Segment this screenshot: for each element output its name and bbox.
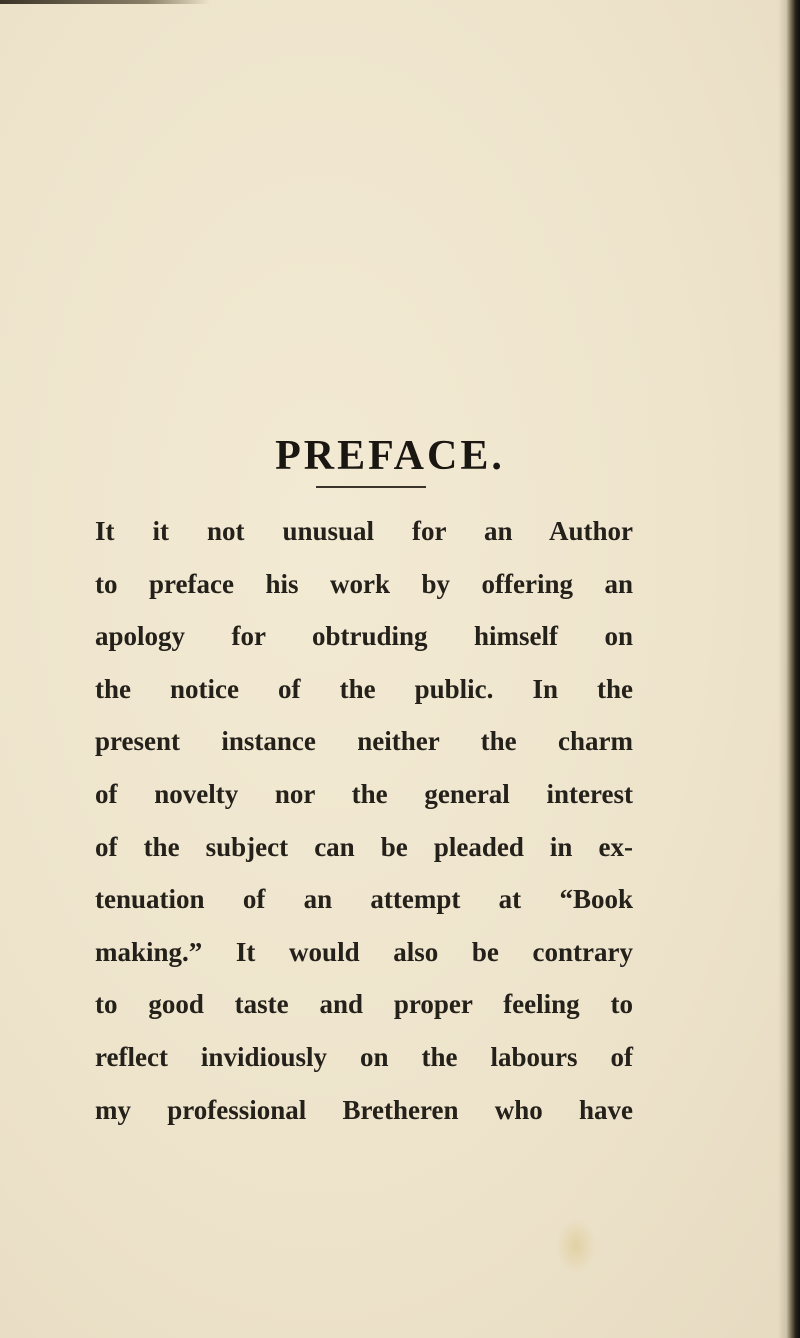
paper-stain — [556, 1218, 596, 1274]
text-line: to good taste and proper feeling to — [95, 989, 633, 1020]
text-line: reflect invidiously on the labours of — [95, 1041, 633, 1072]
page-top-edge-shadow — [0, 0, 210, 4]
text-line: of the subject can be pleaded in ex- — [95, 831, 633, 862]
text-line: apology for obtruding himself on — [95, 621, 633, 652]
text-line: making.” It would also be contrary — [95, 936, 633, 967]
text-line: to preface his work by offering an — [95, 568, 633, 599]
text-line: the notice of the public. In the — [95, 673, 633, 704]
preface-body — [95, 505, 633, 1136]
page-gutter-shade — [778, 0, 786, 1338]
heading-rule — [316, 486, 426, 488]
text-line: my professional Bretheren who have — [95, 1094, 633, 1125]
text-line: tenuation of an attempt at “Book — [95, 884, 633, 915]
page-right-edge-shadow — [786, 0, 800, 1338]
text-line: present instance neither the charm — [95, 726, 633, 757]
text-line: It it not unusual for an Author — [95, 516, 633, 546]
text-line: of novelty nor the general interest — [95, 778, 633, 809]
preface-heading: PREFACE. — [275, 433, 505, 479]
